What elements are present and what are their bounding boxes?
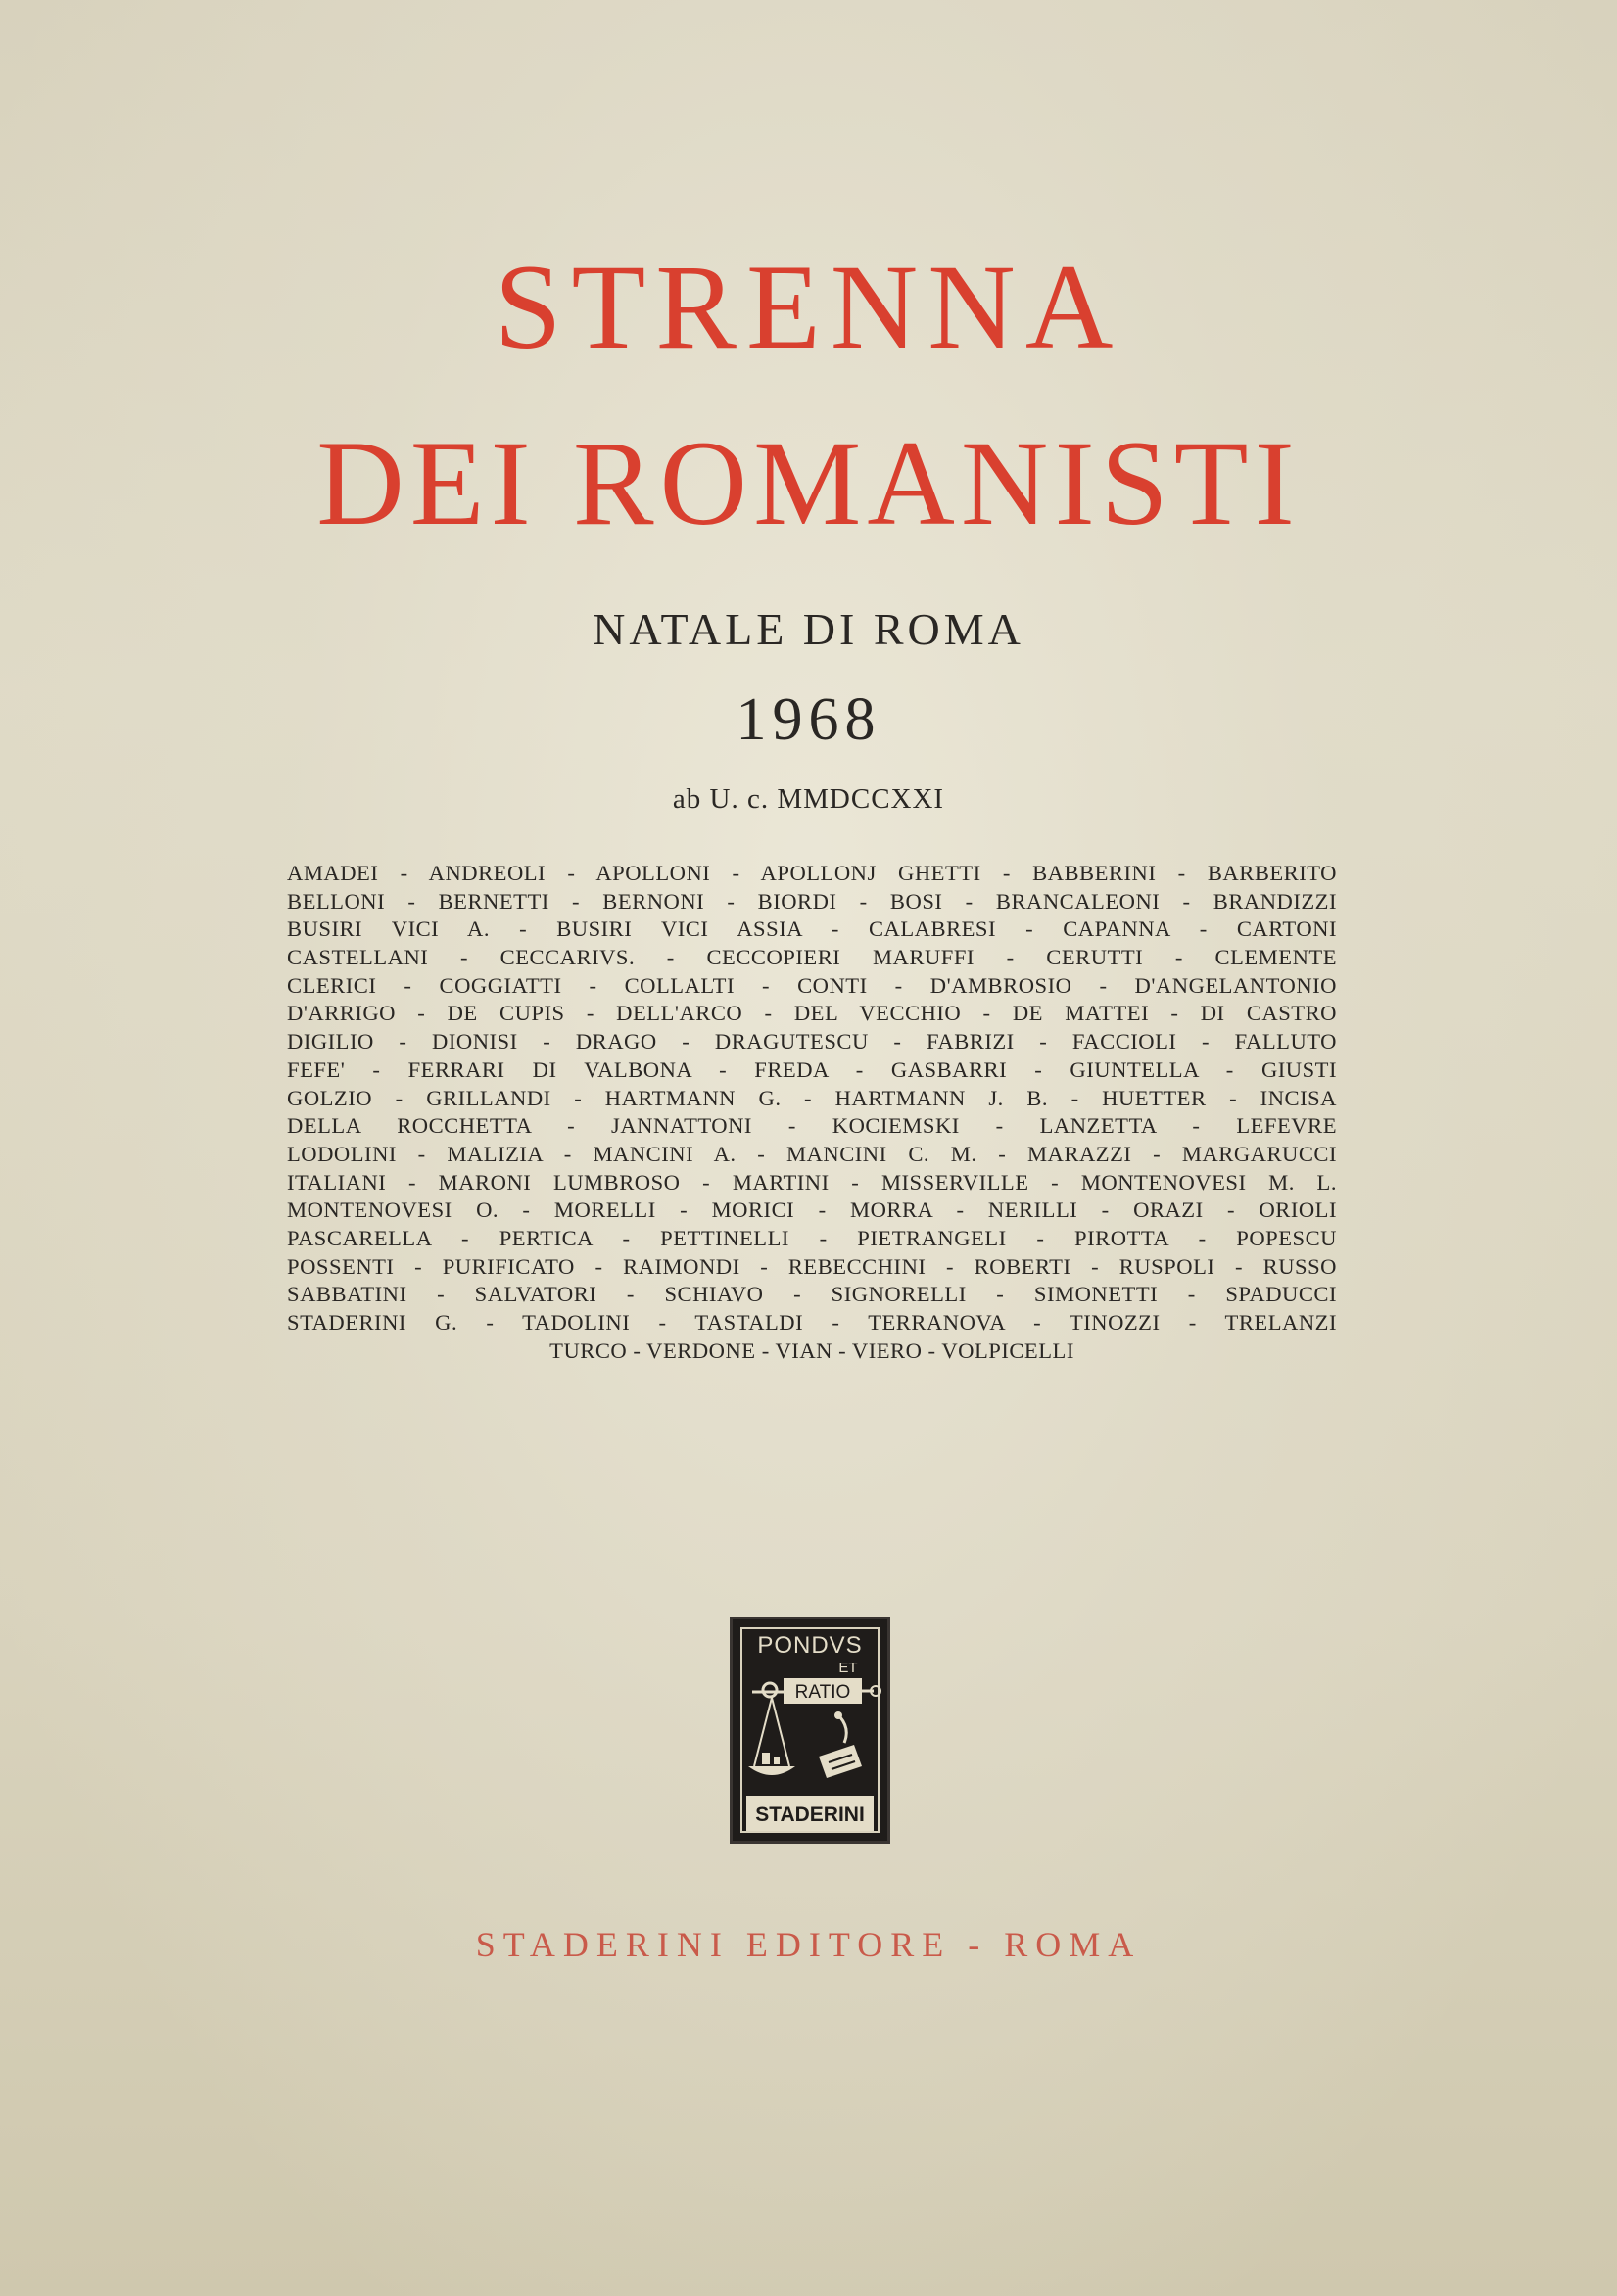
author-list xyxy=(287,860,1337,1365)
ab-urbe-condita-date: ab U. c. MMDCCXXI xyxy=(672,783,945,815)
author-line: SABBATINI - SALVATORI - SCHIAVO - SIGNORELLI - SIMONETTI - SPADUCCI xyxy=(287,1282,1337,1307)
logo-text-bottom: STADERINI xyxy=(755,1804,865,1826)
author-line: MONTENOVESI O. - MORELLI - MORICI - MORRA - NERILLI - ORAZI - ORIOLI xyxy=(287,1197,1337,1223)
author-line: CLERICI - COGGIATTI - COLLALTI - CONTI - D'AMBROSIO - D'ANGELANTONIO xyxy=(287,972,1337,998)
logo-text-top: PONDVS xyxy=(757,1632,863,1659)
subtitle: NATALE DI ROMA xyxy=(593,604,1024,654)
year: 1968 xyxy=(736,686,881,753)
author-line: BELLONI - BERNETTI - BERNONI - BIORDI - BOSI - BRANCALEONI - BRANDIZZI xyxy=(287,888,1337,914)
author-line: STADERINI G. - TADOLINI - TASTALDI - TERRANOVA - TINOZZI - TRELANZI xyxy=(287,1310,1337,1335)
steelyard-scale-icon xyxy=(733,1619,887,1841)
author-line: FEFE' - FERRARI DI VALBONA - FREDA - GASBARRI - GIUNTELLA - GIUSTI xyxy=(287,1056,1337,1082)
author-line: AMADEI - ANDREOLI - APOLLONI - APOLLONJ GHETTI - BABBERINI - BARBERITO xyxy=(287,861,1337,885)
author-line: ITALIANI - MARONI LUMBROSO - MARTINI - MISSERVILLE - MONTENOVESI M. L. xyxy=(287,1169,1337,1195)
publisher-line: STADERINI EDITORE - ROMA xyxy=(475,1925,1142,1964)
logo-text-mid: ET xyxy=(838,1660,858,1676)
author-line: DELLA ROCCHETTA - JANNATTONI - KOCIEMSKI - LANZETTA - LEFEVRE xyxy=(287,1113,1337,1139)
author-line: BUSIRI VICI A. - BUSIRI VICI ASSIA - CALABRESI - CAPANNA - CARTONI xyxy=(287,916,1337,942)
author-line: PASCARELLA - PERTICA - PETTINELLI - PIETRANGELI - PIROTTA - POPESCU xyxy=(287,1225,1337,1250)
author-line: DIGILIO - DIONISI - DRAGO - DRAGUTESCU - FABRIZI - FACCIOLI - FALLUTO xyxy=(287,1029,1337,1054)
author-line: CASTELLANI - CECCARIVS. - CECCOPIERI MARUFFI - CERUTTI - CLEMENTE xyxy=(287,945,1337,970)
author-line: LODOLINI - MALIZIA - MANCINI A. - MANCINI C. M. - MARAZZI - MARGARUCCI xyxy=(287,1141,1337,1166)
logo-text-ratio: RATIO xyxy=(794,1682,851,1703)
author-line: TURCO - VERDONE - VIAN - VIERO - VOLPICELLI xyxy=(549,1337,1074,1363)
author-line: D'ARRIGO - DE CUPIS - DELL'ARCO - DEL VECCHIO - DE MATTEI - DI CASTRO xyxy=(287,1001,1337,1026)
author-line: GOLZIO - GRILLANDI - HARTMANN G. - HARTMANN J. B. - HUETTER - INCISA xyxy=(287,1085,1337,1110)
title-line-2: DEI ROMANISTI xyxy=(316,416,1301,550)
title-line-1: STRENNA xyxy=(494,240,1123,374)
publisher-logo xyxy=(730,1617,890,1844)
author-line: POSSENTI - PURIFICATO - RAIMONDI - REBECCHINI - ROBERTI - RUSPOLI - RUSSO xyxy=(287,1253,1337,1279)
